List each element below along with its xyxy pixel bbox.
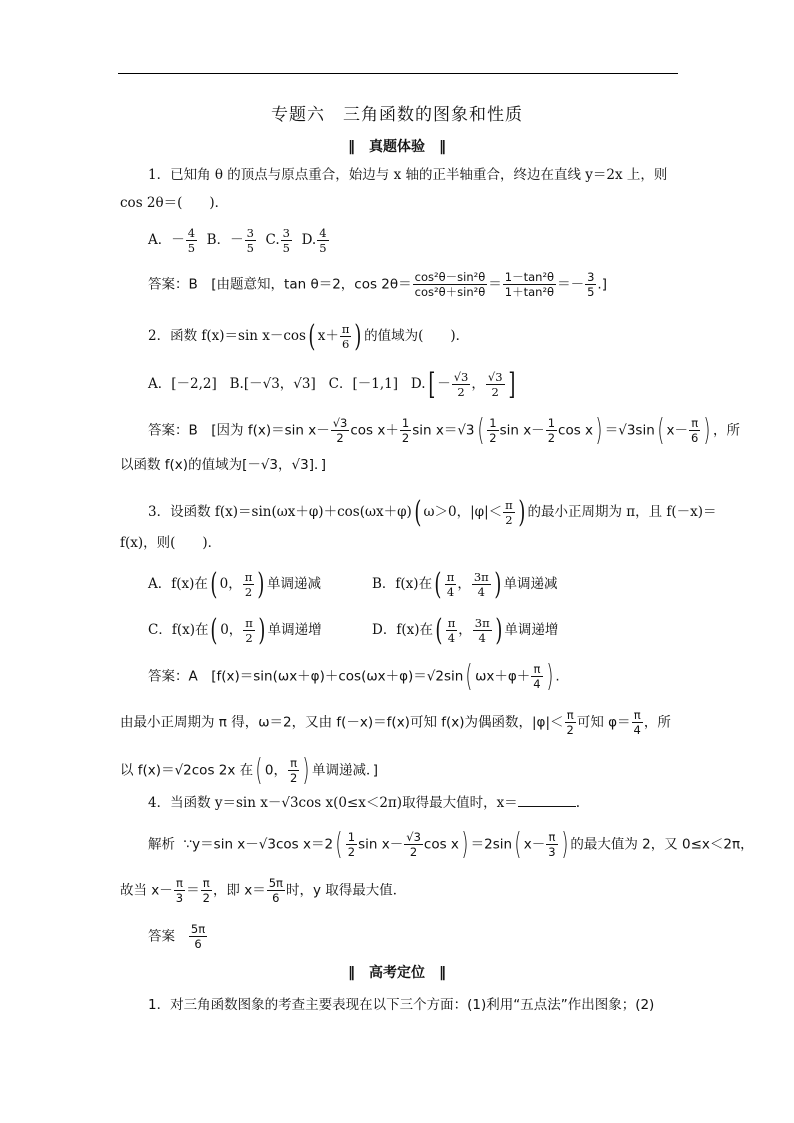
frac-num: π xyxy=(201,876,212,891)
answer-text: 由最小正周期为 π 得，ω＝2，又由 f(－x)＝f(x)可知 f(x)为偶函数，|φ|＜ xyxy=(120,714,564,731)
answer-text: ＝√3sin xyxy=(604,422,655,439)
frac-den: 4 xyxy=(446,585,455,599)
answer-text: 可知 φ＝ xyxy=(576,714,631,731)
answer-text: 答案：B [因为 f(x)＝sin x－ xyxy=(148,422,330,439)
frac-num: π xyxy=(245,616,253,630)
frac-den: 2 xyxy=(489,431,497,445)
q2-answer-line2: 以函数 f(x)的值域为[－√3，√3]．] xyxy=(120,457,326,473)
section-title: 真题体验 xyxy=(369,139,425,155)
frac-den: 6 xyxy=(272,891,280,905)
answer-text: ，所 xyxy=(643,714,671,731)
solution-label: 解析 xyxy=(148,836,175,853)
frac-den: 2 xyxy=(401,431,410,445)
interval: ， xyxy=(457,576,471,592)
frac-den: 2 xyxy=(289,771,298,785)
q1-answer xyxy=(148,270,607,299)
frac-den: 4 xyxy=(447,631,456,645)
frac-num: 5π xyxy=(190,922,206,936)
frac-num: 1 xyxy=(547,416,556,430)
frac-num: 3 xyxy=(587,270,595,284)
q3-stem-line2: f(x)，则( )． xyxy=(120,535,222,551)
opt-b-label: B．－ xyxy=(206,232,244,248)
stem-text: 4．当函数 y＝sin x－√3cos x(0≤x＜2π)取得最大值时，x＝ xyxy=(148,795,518,811)
opt-c: C．[－1,1] xyxy=(328,376,398,392)
frac-num: 3 xyxy=(246,226,254,240)
frac-num: 5π xyxy=(268,876,283,890)
frac-num: π xyxy=(689,416,700,431)
frac-num: 3 xyxy=(282,226,290,240)
answer-text: 以 f(x)＝√2cos 2x 在 xyxy=(120,762,254,779)
frac-den: 4 xyxy=(477,585,485,599)
frac-num: 1 xyxy=(489,416,497,430)
frac-num: √3 xyxy=(487,370,503,384)
equals: ＝ xyxy=(488,276,502,293)
frac-den: 2 xyxy=(505,513,513,527)
frac-num: π xyxy=(447,616,456,630)
stem-text: ω＞0，|φ|＜ xyxy=(423,504,503,520)
arg-text: x＋ xyxy=(317,328,339,344)
section-header-zhenti: ‖ 真题体验 ‖ xyxy=(348,139,446,155)
frac-num: 1 xyxy=(347,830,356,844)
frac-num: √3 xyxy=(406,830,421,844)
frac-den: 2 xyxy=(457,385,465,399)
gaokao-line1: 1．对三角函数图象的考查主要表现在以下三个方面：(1)利用“五点法”作出图象；(2) xyxy=(148,997,655,1013)
opt-text: 单调递增 xyxy=(267,622,322,638)
stem-text: 的最小正周期为 π，且 f(－x)＝ xyxy=(527,504,717,520)
opt-label: C．f(x)在 xyxy=(148,622,209,638)
solution-text: 的最大值为 2，又 0≤x＜2π， xyxy=(570,836,754,853)
q1-stem-line1: 1．已知角 θ 的顶点与原点重合，始边与 x 轴的正半轴重合，终边在直线 y＝2x 上，则 xyxy=(148,167,668,183)
frac-den: 6 xyxy=(194,937,202,951)
answer-text: sin x＝√3 xyxy=(412,422,475,439)
frac-num: 1－tan²θ xyxy=(504,270,555,284)
solution-text: x－ xyxy=(523,836,546,853)
opt-d-label: D. xyxy=(301,232,317,248)
frac-den: 4 xyxy=(533,677,541,691)
section-title: 高考定位 xyxy=(369,965,425,981)
frac-den: 2 xyxy=(244,585,253,599)
q3-option-b: B．f(x)在( $\frac{\pi}{4}$ ， $\frac{3\pi}{4}$ ) 单调递减 xyxy=(372,566,558,602)
q3-stem-line1: 3．设函数 f(x)＝sin(ωx＋φ)＋cos(ωx＋φ)( ω＞0，|φ|＜ $\frac{\pi}{2}$ ) 的最小正周期为 π，且 f(－x)＝ xyxy=(148,494,717,530)
frac-num: cos²θ－sin²θ xyxy=(414,270,486,284)
solution-text: 故当 x－ xyxy=(120,882,173,899)
frac-num: π xyxy=(505,498,513,512)
frac-num: 3π xyxy=(474,616,490,630)
frac-den: 4 xyxy=(633,723,641,737)
frac-num: 1 xyxy=(401,416,410,430)
interval: 0， xyxy=(219,576,242,592)
answer-text: . xyxy=(555,668,560,685)
interval: 0， xyxy=(220,622,243,638)
q1-stem-line2: cos 2θ＝( )． xyxy=(120,195,229,211)
solution-text: 时，y 取得最大值． xyxy=(285,882,407,899)
frac-den: 5 xyxy=(246,241,254,255)
q2-answer-line1: 答案：B [因为 f(x)＝sin x－ $\frac{√3}{2}$ cos x＋ $\frac{1}{2}$ sin x＝√3( $\frac{1}{2}$ sin x－ $\frac{1}{2}$ cos x) ＝√3sin( x－ $\frac{\pi}{6}$ ) ，所 xyxy=(148,412,741,448)
frac-den: 5 xyxy=(587,285,595,299)
frac-num: π xyxy=(288,756,299,771)
frac-den: 3 xyxy=(175,891,184,905)
frac-num: √3 xyxy=(332,416,348,430)
stem-text: 的值域为( )． xyxy=(364,328,470,344)
frac-num: √3 xyxy=(453,370,469,384)
stem-text: 3．设函数 f(x)＝sin(ωx＋φ)＋cos(ωx＋φ) xyxy=(148,504,412,520)
frac-den: 2 xyxy=(202,891,210,905)
answer-text: x－ xyxy=(666,422,688,439)
frac-num: 4 xyxy=(319,226,327,240)
frac-num: π xyxy=(531,662,542,677)
opt-c-label: C. xyxy=(265,232,280,248)
q3-answer-line2 xyxy=(120,708,671,737)
opt-a: A．[－2,2] xyxy=(148,376,217,392)
q3-answer-line1: 答案：A [f(x)＝sin(ωx＋φ)＋cos(ωx＋φ)＝√2sin( ωx＋φ＋ $\frac{\pi}{4}$ ) . xyxy=(148,658,560,694)
q3-option-a: A．f(x)在( 0， $\frac{\pi}{2}$ ) 单调递减 xyxy=(148,566,321,602)
opt-label: A．f(x)在 xyxy=(148,576,208,592)
frac-den: 2 xyxy=(409,845,418,859)
frac-num: π xyxy=(632,708,643,723)
frac-num: π xyxy=(174,876,185,891)
q2-stem: 2．函数 f(x)＝sin x－cos( x＋ $\frac{\pi}{6}$ ) 的值域为( )． xyxy=(148,318,470,354)
answer-text: 答案：A [f(x)＝sin(ωx＋φ)＋cos(ωx＋φ)＝√2sin xyxy=(148,668,464,685)
q4-solution-line2 xyxy=(120,876,406,905)
q3-answer-line3: 以 f(x)＝√2cos 2x 在( 0， $\frac{\pi}{2}$ ) 单调递减．] xyxy=(120,752,379,788)
interval: ， xyxy=(458,622,472,638)
solution-text: ＝2sin xyxy=(470,836,513,853)
answer-label: 答案 xyxy=(148,928,175,945)
stem-end: . xyxy=(575,795,580,811)
frac-den: 2 xyxy=(491,385,499,399)
frac-den: 2 xyxy=(347,845,356,859)
frac-den: 6 xyxy=(341,337,350,351)
answer-end: .] xyxy=(597,276,607,293)
frac-den: 5 xyxy=(187,241,196,255)
frac-den: 2 xyxy=(566,723,574,737)
opt-text: 单调递减 xyxy=(503,576,558,592)
frac-den: 2 xyxy=(245,631,253,645)
solution-text: sin x－ xyxy=(358,836,404,853)
frac-num: π xyxy=(244,570,253,584)
answer-text: 答案：B [由题意知，tan θ＝2，cos 2θ＝ xyxy=(148,276,412,293)
answer-text: ，所 xyxy=(713,422,741,439)
solution-text: ＝ xyxy=(186,882,200,899)
q2-options: A．[－2,2] B.[－√3，√3] C．[－1,1] D.[ － $\frac{√3}{2}$ ， $\frac{√3}{2}$ ] xyxy=(148,366,515,402)
stem-text: 2．函数 f(x)＝sin x－cos xyxy=(148,328,306,344)
frac-den: 5 xyxy=(282,241,290,255)
opt-text: 单调递增 xyxy=(504,622,559,638)
answer-text: cos x xyxy=(558,422,594,439)
q1-options xyxy=(148,226,330,255)
answer-text: ωx＋φ＋ xyxy=(475,668,531,685)
frac-den: 4 xyxy=(478,631,486,645)
frac-den: 1＋tan²θ xyxy=(504,285,555,299)
answer-tail: ＝－ xyxy=(557,276,585,293)
answer-text: cos x＋ xyxy=(350,422,399,439)
q4-solution-line1: 解析 ∵y＝sin x－√3cos x＝2( $\frac{1}{2}$ sin x－ $\frac{√3}{2}$ cos x) ＝2sin( x－ $\frac{\pi}{3}$ ) 的最大值为 2，又 0≤x＜2π， xyxy=(148,826,754,862)
page-title: 专题六 三角函数的图象和性质 xyxy=(271,105,523,125)
interval: 0， xyxy=(264,762,287,779)
q3-option-c: C．f(x)在( 0， $\frac{\pi}{2}$ ) 单调递增 xyxy=(148,612,322,648)
q4-stem xyxy=(148,794,580,812)
q3-option-d: D．f(x)在( $\frac{\pi}{4}$ ， $\frac{3\pi}{4}$ ) 单调递增 xyxy=(372,612,559,648)
frac-num: 3π xyxy=(473,570,489,584)
frac-den: 2 xyxy=(547,431,556,445)
answer-blank xyxy=(518,794,576,807)
opt-label: B．f(x)在 xyxy=(372,576,433,592)
frac-den: 6 xyxy=(691,431,699,445)
solution-text: ∵y＝sin x－√3cos x＝2 xyxy=(183,836,334,853)
frac-num: π xyxy=(446,570,455,584)
answer-text: 单调递减．] xyxy=(312,762,379,779)
opt-label: D．f(x)在 xyxy=(372,622,433,638)
answer-text: sin x－ xyxy=(499,422,545,439)
opt-text: 单调递减 xyxy=(267,576,321,592)
frac-den: cos²θ＋sin²θ xyxy=(414,285,486,299)
frac-den: 3 xyxy=(548,845,556,859)
solution-text: cos x xyxy=(423,836,459,853)
opt-a-label: A．－ xyxy=(148,232,185,248)
frac-num: π xyxy=(341,322,350,336)
frac-num: π xyxy=(546,830,557,845)
frac-den: 5 xyxy=(319,241,327,255)
frac-den: 2 xyxy=(336,431,344,445)
opt-b: B.[－√3，√3] xyxy=(229,376,316,392)
top-rule xyxy=(118,73,678,74)
q4-answer xyxy=(148,922,208,951)
opt-d: D. xyxy=(410,376,426,392)
section-header-gaokao: ‖ 高考定位 ‖ xyxy=(348,965,446,981)
frac-num: 4 xyxy=(187,226,196,240)
frac-num: π xyxy=(565,708,576,723)
solution-text: ，即 x＝ xyxy=(212,882,266,899)
